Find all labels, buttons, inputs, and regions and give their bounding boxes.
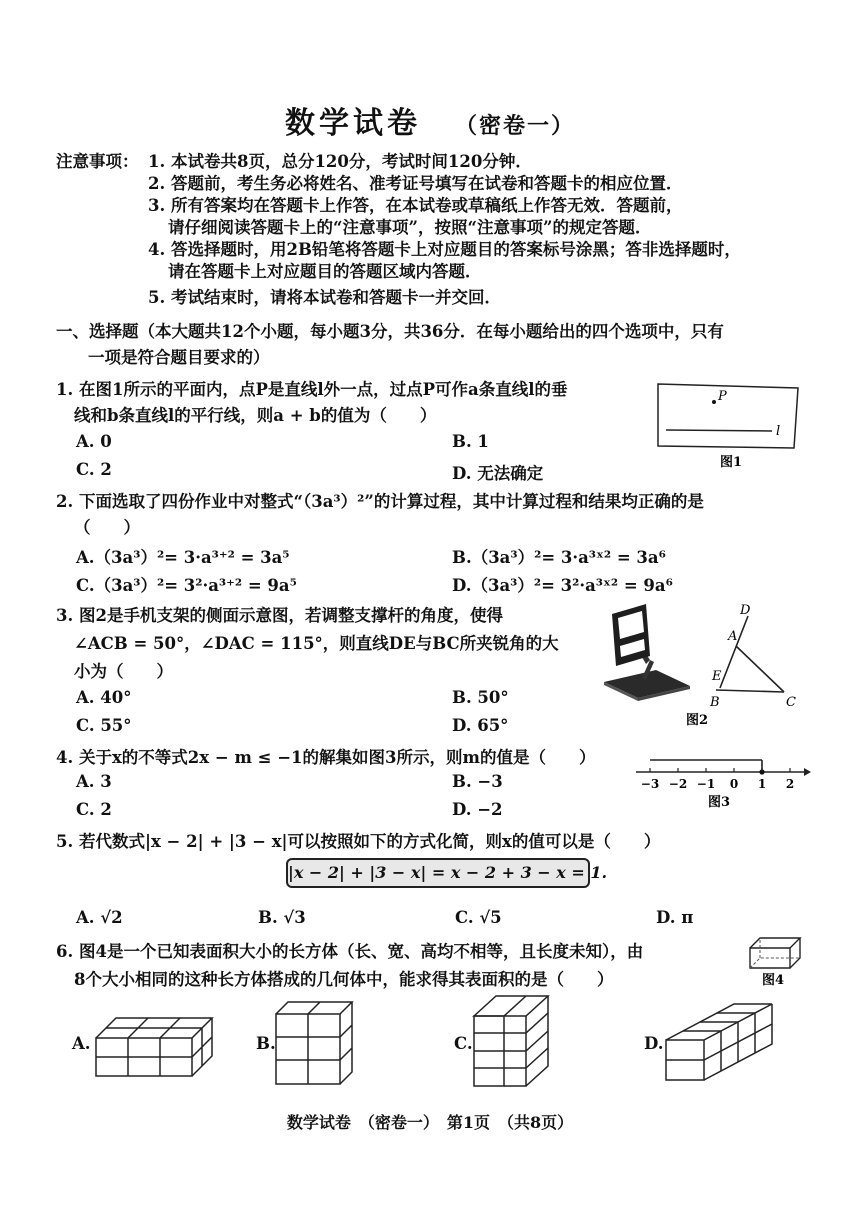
q5-option-d: D. π [656, 908, 694, 927]
phone-stand-illustration [604, 604, 690, 701]
fig2-caption: 图2 [686, 713, 709, 728]
q3-option-b: B. 50° [452, 688, 509, 707]
q3-stem-line3: 小为（ ） [74, 662, 173, 681]
q4-option-c: C. 2 [76, 800, 112, 819]
q3-option-a: A. 40° [76, 688, 132, 707]
q6-option-c-figure [470, 992, 554, 1090]
fig1-line-label: l [776, 424, 781, 439]
q1-stem-line1: 1. 在图1所示的平面内，点P是直线l外一点，过点P可作a条直线l的垂 [56, 380, 568, 399]
q6-stem-line1: 6. 图4是一个已知表面积大小的长方体（长、宽、高均不相等，且长度未知），由 [56, 942, 644, 961]
fig3-caption: 图3 [708, 795, 731, 810]
figure-2 [598, 600, 808, 730]
note-4: 4. 答选择题时，用2B铅笔将答题卡上对应题目的答案标号涂黑；答非选择题时， [148, 240, 741, 259]
fig4-caption: 图4 [762, 973, 785, 988]
fig3-tick-label: 1 [757, 777, 767, 791]
q3-option-d: D. 65° [452, 716, 509, 735]
q6-option-b-label: B. [256, 1034, 276, 1053]
fig1-caption: 图1 [720, 455, 743, 470]
fig2-label-b: B [710, 695, 720, 710]
q6-option-c-label: C. [454, 1034, 473, 1053]
q4-option-d: D. −2 [452, 800, 503, 819]
note-2: 2. 答题前，考生务必将姓名、准考证号填写在试卷和答题卡的相应位置． [148, 174, 683, 193]
q5-option-b: B. √3 [258, 908, 306, 927]
note-5: 5. 考试结束时，请将本试卷和答题卡一并交回． [148, 288, 501, 307]
q5-option-a: A. √2 [76, 908, 123, 927]
fig3-tick-label: 2 [785, 777, 795, 791]
q2-stem-line2: （ ） [74, 518, 140, 537]
fig2-label-c: C [786, 695, 796, 710]
q6-option-d-label: D. [644, 1034, 664, 1053]
q2-option-c: C.（3a³）²= 3²·a³⁺² = 9a⁵ [76, 576, 297, 595]
q6-option-b-figure [272, 996, 364, 1088]
exam-title: 数学试卷 [284, 106, 421, 141]
fig2-label-d: D [740, 603, 751, 618]
q5-option-c: C. √5 [455, 908, 502, 927]
fig1-point-label: P [718, 389, 727, 404]
q5-formula-box [286, 858, 608, 888]
figure-1 [652, 378, 802, 470]
q1-stem-line2: 线和b条直线l的平行线，则a + b的值为（ ） [74, 406, 437, 425]
exam-subtitle: （密卷一） [454, 113, 575, 139]
note-4-cont: 请在答题卡上对应题目的答题区域内答题． [168, 262, 482, 281]
fig3-tick-label: −3 [640, 777, 660, 791]
page-title [0, 98, 860, 142]
q2-option-b: B.（3a³）²= 3·a³ˣ² = 3a⁶ [452, 548, 666, 567]
q4-option-b: B. −3 [452, 772, 503, 791]
figure-4-cuboid [744, 932, 808, 990]
page-footer: 数学试卷 （密卷一） 第1页 （共8页） [286, 1113, 574, 1132]
q6-option-d-figure [662, 996, 776, 1084]
q1-option-a: A. 0 [76, 432, 112, 451]
q6-stem-line2: 8个大小相同的这种长方体搭成的几何体中，能求得其表面积的是（ ） [74, 970, 614, 989]
note-1: 1. 本试卷共8页，总分120分，考试时间120分钟． [148, 152, 532, 171]
note-3: 3. 所有答案均在答题卡上作答，在本试卷或草稿纸上作答无效．答题前， [148, 196, 683, 215]
q1-option-c: C. 2 [76, 460, 112, 479]
q4-stem-line1: 4. 关于x的不等式2x − m ≤ −1的解集如图3所示，则m的值是（ ） [56, 748, 596, 767]
figure-3-number-line [628, 750, 812, 810]
q1-option-d: D. 无法确定 [452, 464, 544, 483]
q5-stem-line1: 5. 若代数式|x − 2| + |3 − x|可以按照如下的方式化简，则x的值可以是（ ） [56, 832, 661, 851]
q1-option-b: B. 1 [452, 432, 489, 451]
notes-label: 注意事项： [56, 152, 139, 171]
note-3-cont: 请仔细阅读答题卡上的“注意事项”，按照“注意事项”的规定答题． [168, 218, 652, 237]
q3-stem-line1: 3. 图2是手机支架的侧面示意图，若调整支撑杆的角度，使得 [56, 606, 503, 625]
q6-option-a-figure [92, 1008, 216, 1080]
fig3-tick-label: −1 [696, 777, 716, 791]
fig2-label-a: A [728, 629, 738, 644]
q5-formula: |x − 2| + |3 − x| = x − 2 + 3 − x = 1. [288, 863, 608, 882]
q2-option-d: D.（3a³）²= 3²·a³ˣ² = 9a⁶ [452, 576, 673, 595]
section-header-line1: 一、选择题（本大题共12个小题，每小题3分，共36分．在每小题给出的四个选项中，只有 [56, 322, 724, 341]
fig2-label-e: E [712, 669, 722, 684]
q3-option-c: C. 55° [76, 716, 132, 735]
q2-option-a: A.（3a³）²= 3·a³⁺² = 3a⁵ [76, 548, 290, 567]
fig3-tick-label: −2 [668, 777, 688, 791]
q6-option-a-label: A. [72, 1034, 91, 1053]
section-header-line2: 一项是符合题目要求的） [88, 348, 270, 367]
q2-stem-line1: 2. 下面选取了四份作业中对整式“（3a³）²”的计算过程，其中计算过程和结果均正确的是 [56, 492, 704, 511]
q4-option-a: A. 3 [76, 772, 112, 791]
fig3-tick-label: 0 [729, 777, 739, 791]
q3-stem-line2: ∠ACB = 50°，∠DAC = 115°，则直线DE与BC所夹锐角的大 [74, 634, 559, 653]
